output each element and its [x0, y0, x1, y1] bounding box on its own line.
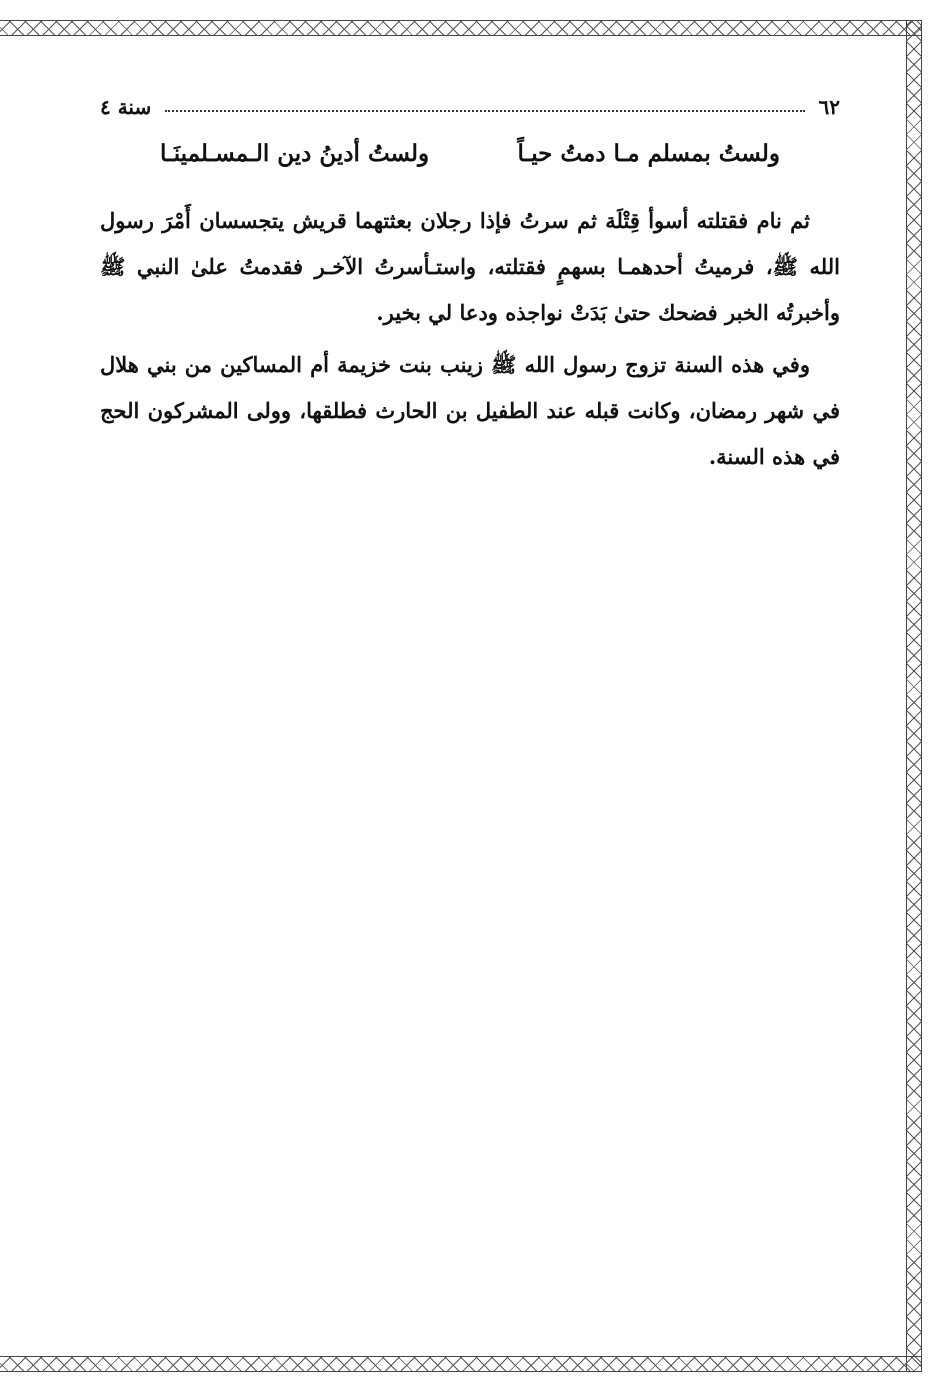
verse-hemistich-left: ولستُ أدينُ دين الـمسـلمينَـا: [160, 140, 430, 167]
page-number: ٦٢: [818, 95, 840, 119]
poetry-verse: [160, 140, 780, 167]
ornamental-border-top: [0, 20, 922, 36]
running-title: سنة ٤: [100, 95, 152, 119]
ornamental-border-right: [906, 20, 922, 1372]
paragraph: ثم نام فقتلته أسوأ قِتْلَة ثم سرتُ فإذا رجلان بعثتهما قريش يتجسسان أَمْرَ رسول الله ﷺ، فرميتُ أحدهمـا بسهمٍ فقتلته، واستـأسرتُ الآخـر فقدمتُ علىٰ النبي ﷺ وأخبرتُه الخبر فضحك حتىٰ بَدَتْ نواجذه ودعا لي بخير.: [100, 208, 840, 325]
verse-hemistich-right: ولستُ بمسلم مـا دمتُ حيـاً: [517, 140, 780, 167]
header-dotted-leader: [165, 110, 804, 112]
ornamental-border-bottom: [0, 1356, 922, 1372]
page-header: [100, 92, 840, 122]
paragraph: وفي هذه السنة تزوج رسول الله ﷺ زينب بنت خزيمة أم المساكين من بني هلال في شهر رمضان، وكانت قبله عند الطفيل بن الحارث فطلقها، وولى المشركون الحج في هذه السنة.: [100, 352, 840, 469]
